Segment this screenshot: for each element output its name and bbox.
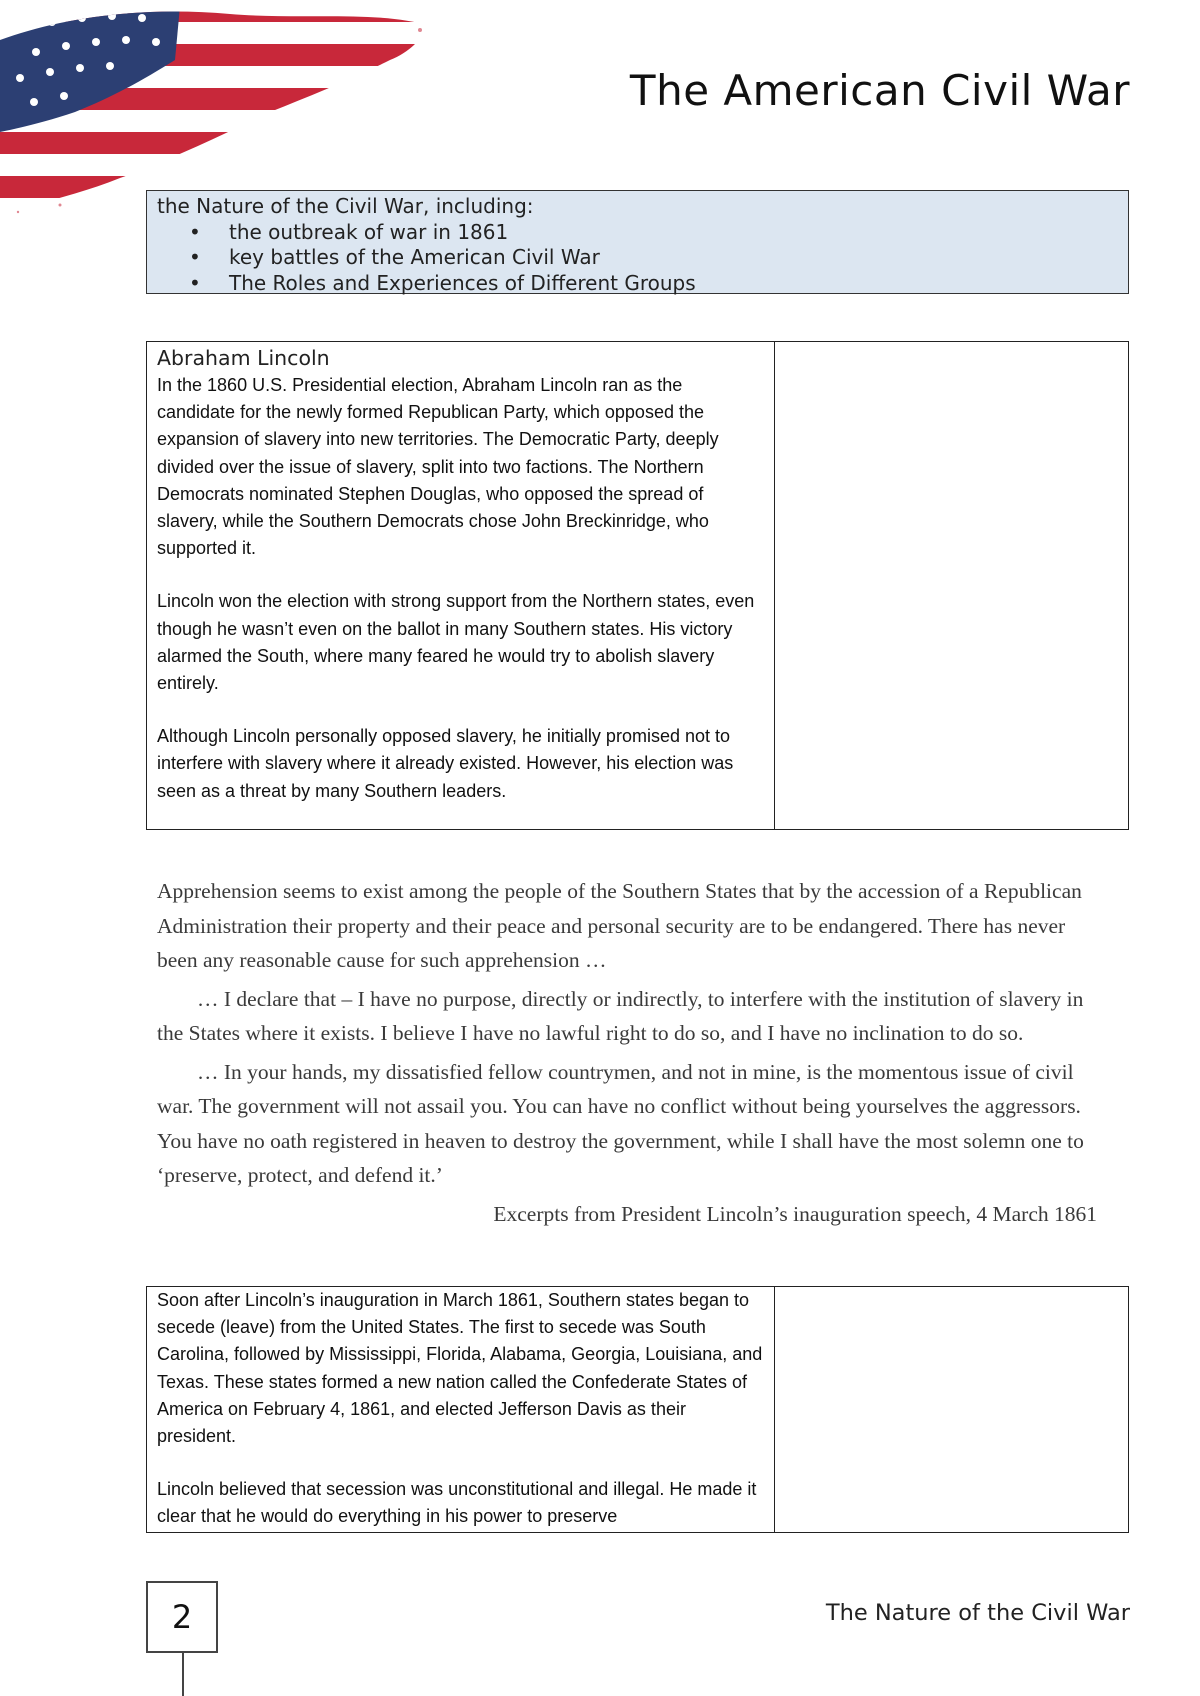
lincoln-info-table <box>146 341 1129 830</box>
lincoln-text-cell <box>147 342 775 829</box>
lincoln-paragraph: Although Lincoln personally opposed slavery, he initially promised not to interfere with slavery where it already existed. However, his election was seen as a threat by many Southern leaders. <box>157 726 734 801</box>
inaugural-speech-quote <box>157 874 1097 1235</box>
secession-paragraph: Soon after Lincoln’s inauguration in March 1861, Southern states began to secede (leave) from the United States. The first to secede was South Carolina, followed by Mississippi, Florida, Alabama, Georgia, Louisiana, and Texas. These states formed a new nation called the Confederate States of America on February 4, 1861, and elected Jefferson Davis as their president. <box>157 1290 763 1447</box>
secession-info-table <box>146 1286 1129 1533</box>
learning-objectives-box <box>146 190 1129 294</box>
lincoln-notes-cell[interactable] <box>775 342 1128 829</box>
secession-text-cell <box>147 1287 775 1532</box>
secession-paragraph: Lincoln believed that secession was unconstitutional and illegal. He made it clear that he would do everything in his power to preserve <box>157 1479 757 1527</box>
us-flag-brushstroke-icon <box>0 0 440 215</box>
page-number-connector <box>182 1653 184 1696</box>
lincoln-paragraph: Lincoln won the election with strong support from the Northern states, even though he wasn’t even on the ballot in many Southern states. His victory alarmed the South, where many feared he would try to abolish slavery entirely. <box>157 591 755 694</box>
quote-paragraph: Apprehension seems to exist among the people of the Southern States that by the accession of a Republican Administration their property and their peace and personal security are to be endangered. There has never been any reasonable cause for such apprehension … <box>157 879 1082 972</box>
quote-paragraph: … I declare that – I have no purpose, directly or indirectly, to interfere with the institution of slavery in the States where it exists. I believe I have no lawful right to do so, and I have no inclination to do so. <box>157 986 1084 1045</box>
objective-item: • the outbreak of war in 1861 <box>217 220 1118 246</box>
lincoln-heading: Abraham Lincoln <box>157 346 330 370</box>
quote-paragraph: … In your hands, my dissatisfied fellow countrymen, and not in mine, is the momentous issue of civil war. The government will not assail you. You can have no conflict without being yourselves the aggressors. You have no oath registered in heaven to destroy the government, while I shall have the most solemn one to ‘preserve, protect, and defend it.’ <box>157 1059 1084 1187</box>
page-number: 2 <box>146 1581 218 1653</box>
footer-section-title: The Nature of the Civil War <box>825 1600 1130 1626</box>
secession-notes-cell[interactable] <box>775 1287 1128 1532</box>
document-title: The American Civil War <box>629 66 1130 115</box>
objectives-list <box>157 220 1118 297</box>
objective-item: • key battles of the American Civil War <box>217 245 1118 271</box>
objective-item: • The Roles and Experiences of Different Groups <box>217 271 1118 297</box>
quote-source: Excerpts from President Lincoln’s inauguration speech, 4 March 1861 <box>493 1201 1097 1226</box>
lincoln-paragraph: In the 1860 U.S. Presidential election, Abraham Lincoln ran as the candidate for the newly formed Republican Party, which opposed the expansion of slavery into new territories. The Democratic Party, deeply divided over the issue of slavery, split into two factions. The Northern Democrats nominated Stephen Douglas, who opposed the spread of slavery, while the Southern Democrats chose John Breckinridge, who supported it. <box>157 375 719 559</box>
objectives-heading: the Nature of the Civil War, including: <box>157 194 534 218</box>
